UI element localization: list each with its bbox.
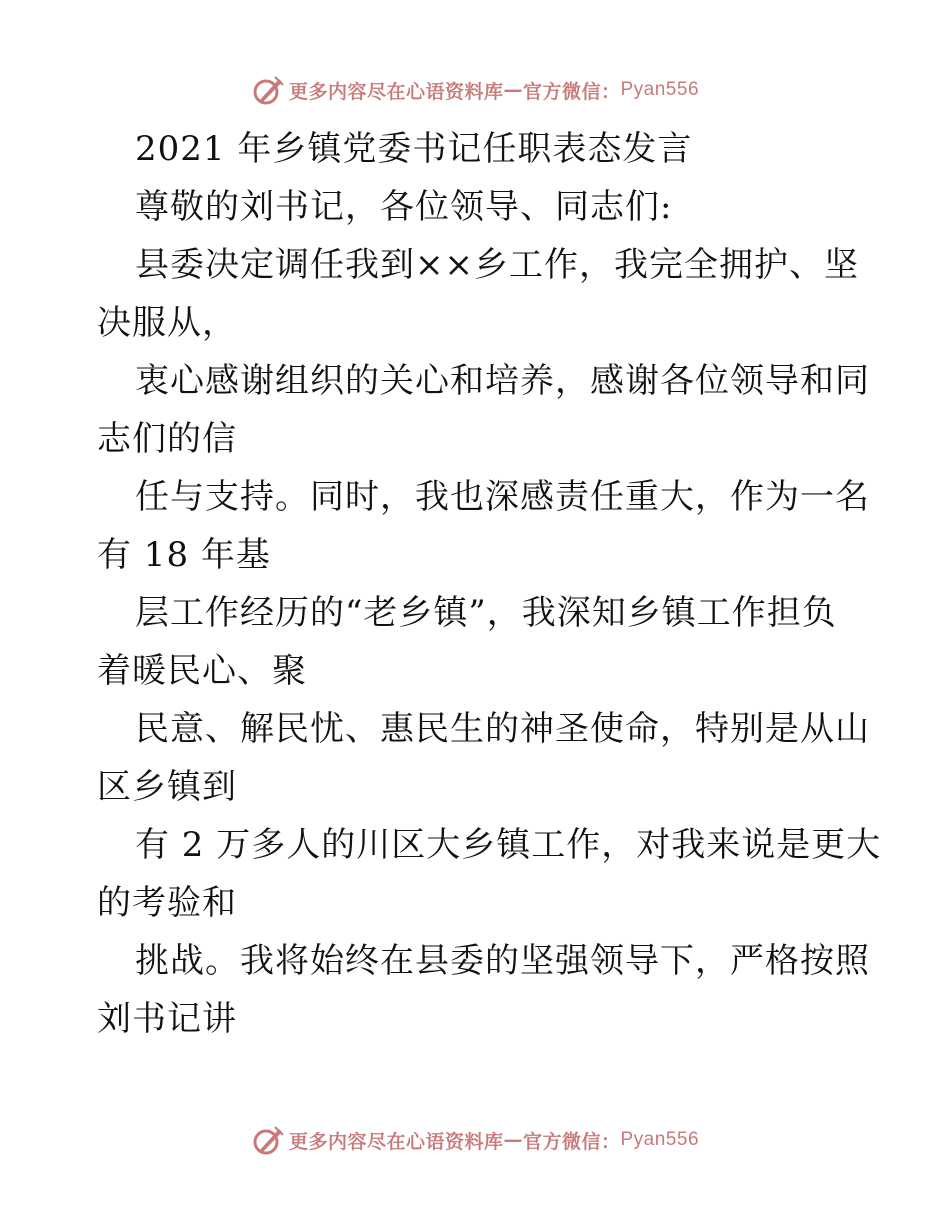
watermark-official-label: 官方微信：: [522, 1130, 621, 1153]
document-title: 2021 年乡镇党委书记任职表态发言: [135, 129, 693, 169]
watermark-wechat-id: Pyan556: [620, 79, 700, 100]
header-watermark: [0, 70, 950, 110]
text-line: 层工作经历的“老乡镇”，我深知乡镇工作担负: [135, 593, 837, 633]
text-line: 区乡镇到: [97, 767, 237, 807]
footer-watermark: [0, 1120, 950, 1160]
watermark-wechat-id: Pyan556: [620, 1129, 700, 1150]
text-line: 刘书记讲: [97, 999, 237, 1039]
watermark-separator: —: [503, 1129, 523, 1151]
text-line: 县委决定调任我到××乡工作，我完全拥护、坚: [135, 245, 859, 285]
text-line: 的考验和: [97, 883, 237, 923]
text-line: 着暖民心、聚: [97, 651, 307, 691]
text-line: 有 18 年基: [97, 535, 271, 575]
text-line: 挑战。我将始终在县委的坚强领导下，严格按照: [135, 941, 870, 981]
text-line: 有 2 万多人的川区大乡镇工作，对我来说是更大: [135, 825, 882, 865]
watermark-separator: —: [503, 79, 523, 101]
watermark-main-text: 更多内容尽在心语资料库: [288, 80, 504, 103]
quill-pen-logo-icon: [251, 1123, 285, 1157]
text-line: 民意、解民忧、惠民生的神圣使命，特别是从山: [135, 709, 870, 749]
text-line: 决服从，: [97, 303, 237, 343]
watermark-official-label: 官方微信：: [522, 80, 621, 103]
text-line: 志们的信: [97, 419, 237, 459]
salutation: 尊敬的刘书记，各位领导、同志们:: [135, 187, 673, 227]
quill-pen-logo-icon: [251, 73, 285, 107]
document-body: [97, 120, 882, 1048]
text-line: 任与支持。同时，我也深感责任重大，作为一名: [135, 477, 870, 517]
text-line: 衷心感谢组织的关心和培养，感谢各位领导和同: [135, 361, 870, 401]
watermark-main-text: 更多内容尽在心语资料库: [288, 1130, 504, 1153]
